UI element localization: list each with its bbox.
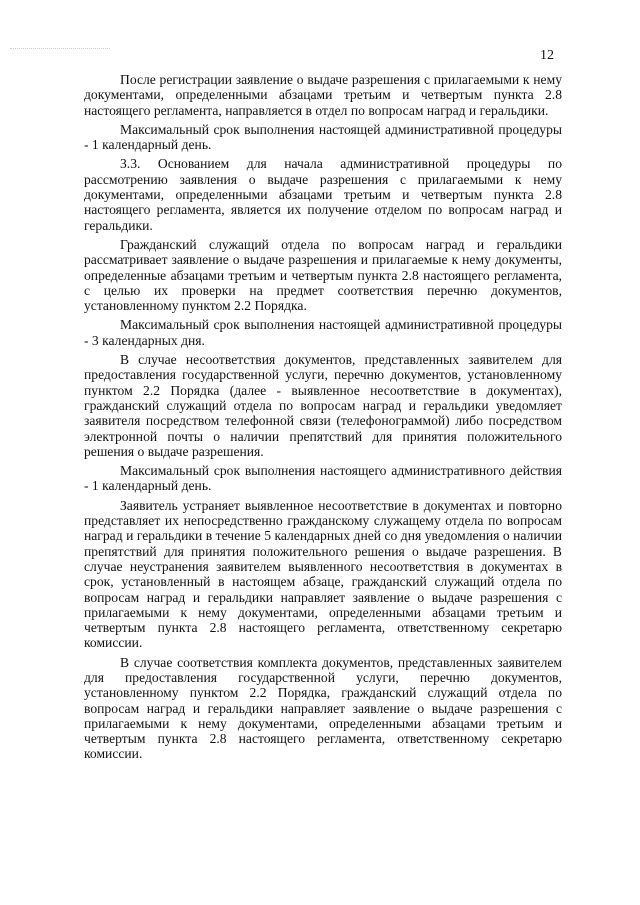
paragraph: В случае соответствия комплекта документов, представленных заявителем для предоставления государственной услуги, перечню документов, установленному пунктом 2.2 Порядка, гражданский служащий отдела по вопросам наград и геральдики направляет заявление о выдаче разрешения с прилагаемыми к нему документами, определенными абзацами третьим и четвертым пункта 2.8 настоящего регламента, ответственному секретарю комиссии. bbox=[84, 654, 562, 762]
paragraph: Гражданский служащий отдела по вопросам наград и геральдики рассматривает заявление о выдаче разрешения и прилагаемые к нему документы, определенные абзацами третьим и четвертым пункта 2.8 настоящего регламента, с целью их проверки на предмет соответствия перечню документов, установленному пунктом 2.2 Порядка. bbox=[84, 236, 562, 314]
page-number: 12 bbox=[540, 48, 554, 63]
paragraph: В случае несоответствия документов, представленных заявителем для предоставления государственной услуги, перечню документов, установленному пунктом 2.2 Порядка (далее - выявленное несоответствие в документах), гражданский служащий отдела по вопросам наград и геральдики уведомляет заявителя посредством телефонной связи (телефонограммой) либо посредством электронной почты о наличии препятствий для принятия положительного решения о выдаче разрешения. bbox=[84, 352, 562, 459]
scan-artifact bbox=[10, 48, 110, 49]
document-body bbox=[84, 72, 562, 766]
paragraph: Максимальный срок выполнения настоящей административной процедуры - 1 календарный день. bbox=[84, 121, 562, 153]
paragraph: 3.3. Основанием для начала административной процедуры по рассмотрению заявления о выдаче разрешения с прилагаемыми к нему документами, определенными абзацами третьим и четвертым пункта 2.8 настоящего регламента, является их получение отделом по вопросам наград и геральдики. bbox=[84, 156, 562, 233]
paragraph: Заявитель устраняет выявленное несоответствие в документах и повторно представляет их непосредственно гражданскому служащему отдела по вопросам наград и геральдики в течение 5 календарных дней со дня уведомления о наличии препятствий для принятия положительного решения о выдаче разрешения. В случае неустранения заявителем выявленного несоответствия в документах в срок, установленный в настоящем абзаце, гражданский служащий отдела по вопросам наград и геральдики направляет заявление о выдаче разрешения с прилагаемыми к нему документами, определенными абзацами третьим и четвертым пункта 2.8 настоящего регламента, ответственному секретарю комиссии. bbox=[84, 497, 562, 651]
paragraph: Максимальный срок выполнения настоящей административной процедуры - 3 календарных дня. bbox=[84, 317, 562, 348]
paragraph: После регистрации заявление о выдаче разрешения с прилагаемыми к нему документами, определенными абзацами третьим и четвертым пункта 2.8 настоящего регламента, направляется в отдел по вопросам наград и геральдики. bbox=[84, 72, 562, 118]
paragraph: Максимальный срок выполнения настоящего административного действия - 1 календарный день. bbox=[84, 463, 562, 494]
